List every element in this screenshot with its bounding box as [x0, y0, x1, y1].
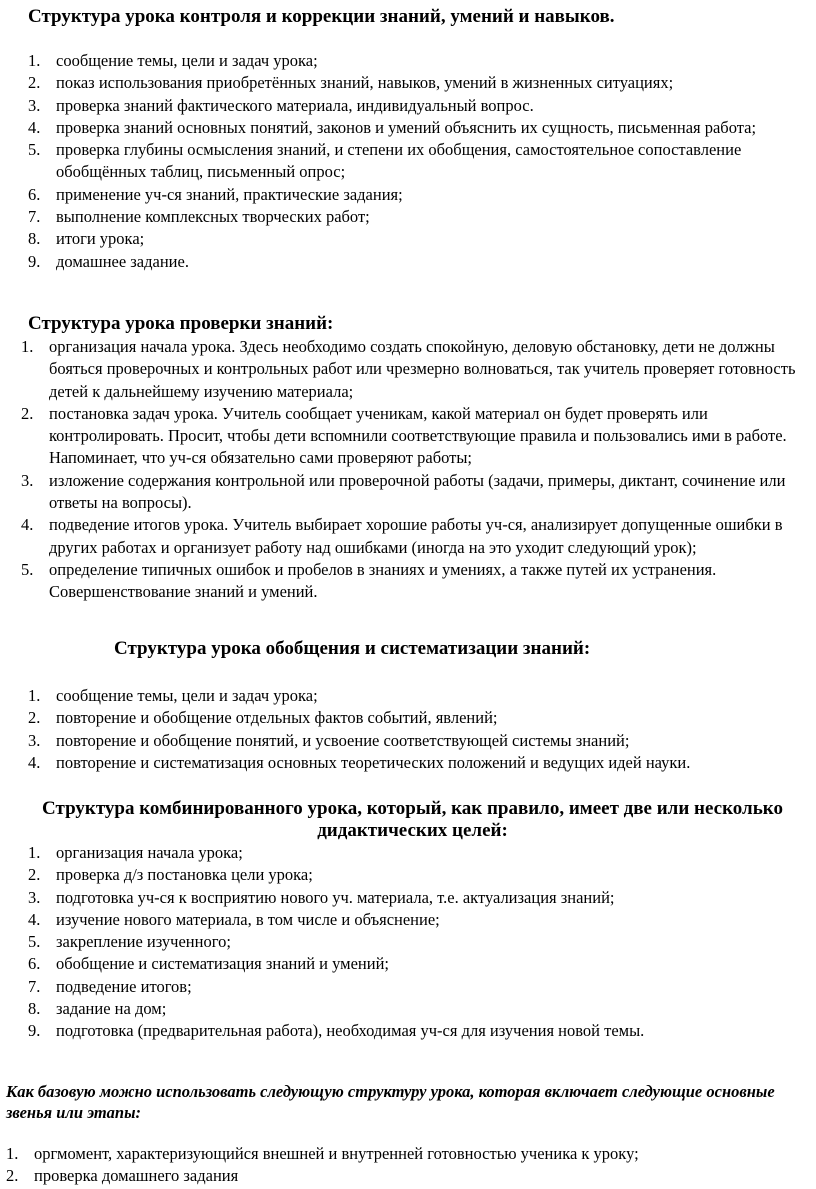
list-number: 8. — [28, 229, 41, 249]
list-item — [28, 909, 806, 931]
list-item-text: подготовка (предварительная работа), необходимая уч-ся для изучения новой темы. — [56, 1021, 645, 1041]
list-item-text: показ использования приобретённых знаний, навыков, умений в жизненных ситуациях; — [56, 73, 674, 93]
list-number: 4. — [28, 909, 41, 929]
list-item-text: оргмомент, характеризующийся внешней и внутренней готовностью ученика к уроку; — [34, 1144, 639, 1163]
list-item-text: проверка знаний основных понятий, законов и умений объяснить их сущность, письменная работа; — [56, 117, 757, 137]
list-item — [28, 976, 806, 998]
list-number: 7. — [28, 976, 41, 996]
list-item-text: проверка глубины осмысления знаний, и степени их обобщения, самостоятельное сопоставление обобщённых таблиц, письменный опрос; — [56, 140, 742, 182]
list-number: 1. — [28, 686, 41, 705]
list-item-text: задание на дом; — [56, 999, 167, 1019]
list-number: 1. — [21, 337, 34, 356]
list-item — [28, 50, 806, 72]
section2-heading: Структура урока проверки знаний: — [28, 313, 334, 334]
list-item-text: проверка домашнего задания — [34, 1166, 239, 1186]
list-number: 8. — [28, 999, 41, 1019]
list-number: 9. — [28, 1021, 41, 1041]
list-item — [28, 206, 806, 228]
list-number: 3. — [28, 95, 41, 115]
list-number: 4. — [28, 117, 41, 137]
list-item-text: сообщение темы, цели и задач урока; — [56, 686, 318, 705]
section4-list — [28, 842, 806, 1043]
list-item — [28, 1020, 806, 1042]
section1-list — [28, 50, 806, 273]
list-item — [28, 887, 806, 909]
list-number: 4. — [28, 752, 41, 772]
list-number: 3. — [28, 730, 41, 750]
list-number: 7. — [28, 207, 41, 227]
list-item — [28, 228, 806, 250]
list-item-text: постановка задач урока. Учитель сообщает ученикам, какой материал он будет проверять или контролировать. Просит, чтобы дети вспомнили соответствующие правила и пользовались ими в работе. Напоминает, что уч-ся обязательно сами проверяют работы; — [49, 403, 787, 468]
list-item-text: изложение содержания контрольной или проверочной работы (задачи, примеры, диктант, сочинение или ответы на вопросы). — [49, 470, 786, 513]
list-item-text: применение уч-ся знаний, практические задания; — [56, 184, 403, 204]
list-item — [28, 685, 806, 707]
list-number: 6. — [28, 184, 41, 204]
section1-heading: Структура урока контроля и коррекции знаний, умений и навыков. — [28, 6, 615, 27]
list-number: 2. — [6, 1166, 19, 1186]
list-number: 9. — [28, 251, 41, 271]
list-number: 5. — [28, 932, 41, 952]
list-item — [6, 1143, 806, 1165]
list-item-text: повторение и обобщение понятий, и усвоение соответствующей системы знаний; — [56, 730, 630, 750]
list-item — [28, 931, 806, 953]
list-item-text: закрепление изученного; — [56, 932, 231, 952]
list-item-text: сообщение темы, цели и задач урока; — [56, 51, 318, 70]
list-item — [28, 842, 806, 864]
section5-intro: Как базовую можно использовать следующую структуру урока, которая включает следующие основные звенья или этапы: — [6, 1082, 775, 1122]
list-item-text: подведение итогов урока. Учитель выбирает хорошие работы уч-ся, анализирует допущенные ошибки в других работах и организует работу над ошибками (иногда на это уходит следующий урок); — [49, 515, 783, 557]
list-item — [28, 117, 806, 139]
list-item — [28, 251, 806, 273]
list-number: 2. — [28, 73, 41, 93]
list-number: 1. — [28, 843, 41, 862]
list-item — [21, 470, 816, 515]
list-item — [28, 864, 806, 886]
list-item — [21, 403, 816, 470]
list-item — [21, 559, 816, 604]
list-number: 2. — [21, 403, 34, 423]
list-item-text: проверка знаний фактического материала, индивидуальный вопрос. — [56, 95, 534, 115]
list-item — [21, 336, 816, 403]
list-number: 2. — [28, 708, 41, 728]
list-item — [28, 730, 806, 752]
list-item-text: повторение и обобщение отдельных фактов событий, явлений; — [56, 708, 498, 728]
list-item-text: подготовка уч-ся к восприятию нового уч. материала, т.е. актуализация знаний; — [56, 887, 615, 907]
list-item-text: домашнее задание. — [56, 251, 189, 271]
section3-heading: Структура урока обобщения и систематизации знаний: — [114, 638, 591, 659]
list-item — [28, 139, 806, 184]
list-item-text: итоги урока; — [56, 229, 145, 249]
section2-list — [21, 336, 816, 604]
list-item-text: определение типичных ошибок и пробелов в знаниях и умениях, а также путей их устранения. Совершенствование знаний и умений. — [49, 559, 717, 602]
section5-list — [6, 1143, 806, 1188]
list-item — [28, 752, 806, 774]
list-item — [28, 998, 806, 1020]
list-item-text: подведение итогов; — [56, 976, 192, 996]
list-item-text: проверка д/з постановка цели урока; — [56, 865, 313, 885]
section3-list — [28, 685, 806, 774]
list-item-text: выполнение комплексных творческих работ; — [56, 207, 370, 227]
list-number: 3. — [21, 470, 34, 490]
list-number: 2. — [28, 865, 41, 885]
list-number: 3. — [28, 887, 41, 907]
list-number: 4. — [21, 515, 34, 535]
list-number: 5. — [21, 559, 34, 579]
list-number: 5. — [28, 140, 41, 160]
list-item — [28, 184, 806, 206]
list-item — [28, 707, 806, 729]
list-item — [28, 953, 806, 975]
list-number: 1. — [28, 51, 41, 70]
list-item-text: повторение и систематизация основных теоретических положений и ведущих идей науки. — [56, 752, 691, 772]
list-item — [21, 514, 816, 559]
list-item — [28, 95, 806, 117]
list-item-text: организация начала урока. Здесь необходимо создать спокойную, деловую обстановку, дети не должны бояться проверочных и контрольных работ или чрезмерно волноваться, так учитель проверяет готовность детей к дальнейшему изучению материала; — [49, 337, 796, 401]
list-item-text: организация начала урока; — [56, 843, 243, 862]
list-number: 1. — [6, 1144, 19, 1163]
list-item — [6, 1165, 806, 1187]
list-item-text: изучение нового материала, в том числе и объяснение; — [56, 909, 440, 929]
section4-heading: Структура комбинированного урока, который, как правило, имеет две или несколько дидактических целей: — [42, 798, 783, 841]
list-item — [28, 72, 806, 94]
list-item-text: обобщение и систематизация знаний и умений; — [56, 954, 389, 974]
list-number: 6. — [28, 954, 41, 974]
